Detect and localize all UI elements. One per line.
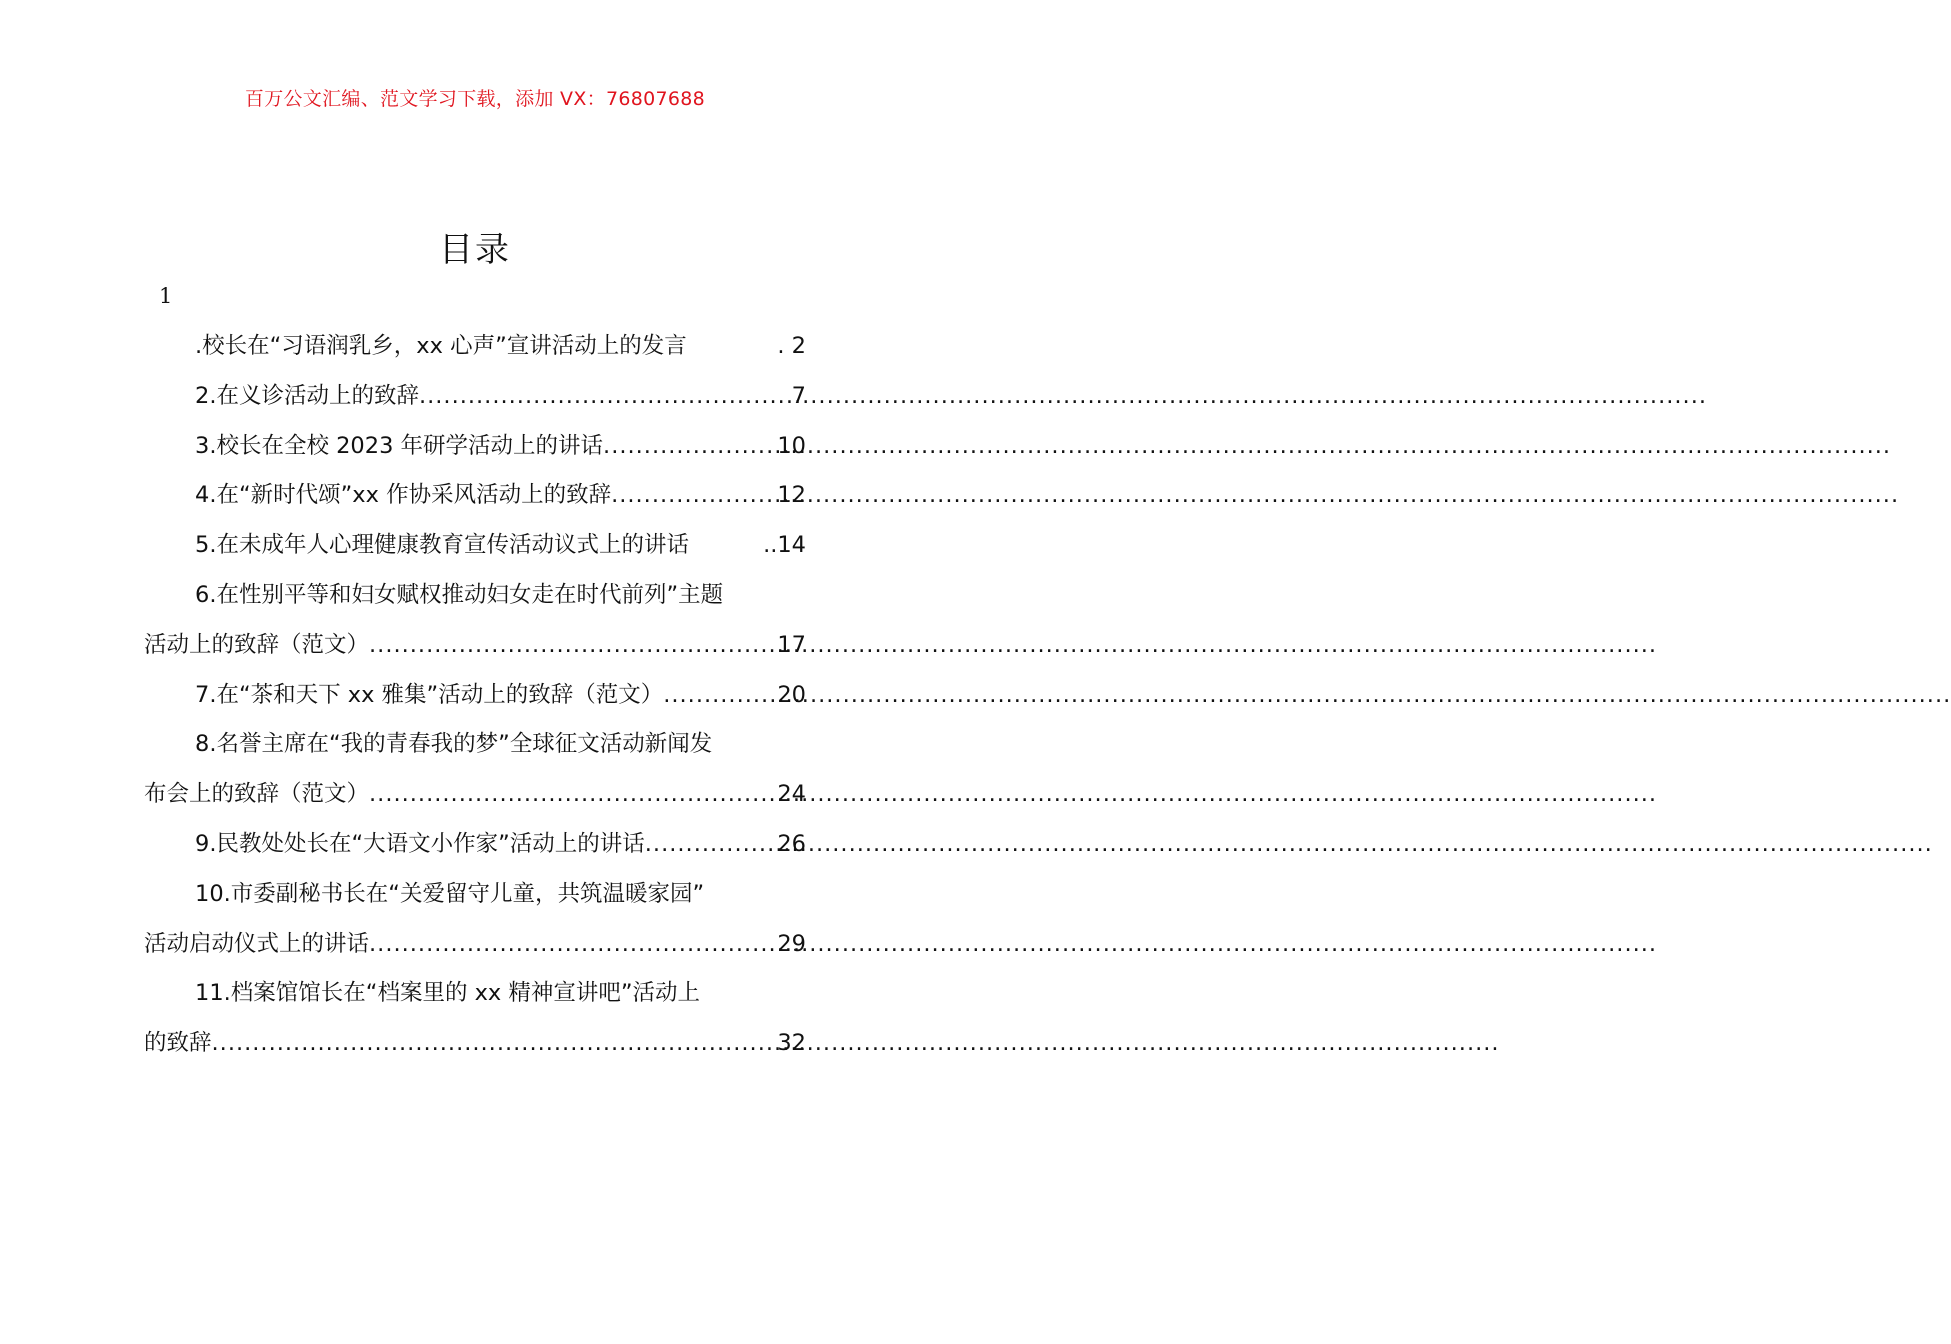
dot-leader [663,671,775,721]
dot-leader [611,471,775,521]
toc-entry-page: 29 [777,930,806,957]
toc-entry-page: 26 [777,830,806,857]
toc-entry-page: 32 [777,1030,806,1057]
toc-entry-text: .校长在“习语润乳乡，xx 心声”宣讲活动上的发言 [195,333,687,359]
toc-entry-7[interactable] [144,671,806,721]
dot-leader [369,770,775,820]
toc-entry-11-line-1[interactable] [144,969,806,1019]
dot-leader [645,820,776,870]
toc-entry-11-line-2[interactable] [144,1019,806,1069]
toc-entry-text: 4.在“新时代颂”xx 作协采风活动上的致辞 [195,482,612,509]
page-title: 目录 [439,230,511,270]
toc-entry-page: 10 [777,432,806,459]
toc-entry-9[interactable] [144,820,806,870]
dot-leader [212,1019,776,1069]
header-note: 百万公文汇编、范文学习下载，添加 VX：76807688 [244,88,706,110]
toc-entry-page: ..14 [763,532,806,559]
toc-entry-text: 11.档案馆馆长在“档案里的 xx 精神宣讲吧”活动上 [195,980,701,1007]
toc-entry-8-line-1[interactable] [144,720,806,770]
toc-entry-3[interactable] [144,422,806,472]
toc-entry-page: . 2 [777,333,806,359]
toc-entry-page: 20 [777,681,806,708]
toc-entry-text: 8.名誉主席在“我的青春我的梦”全球征文活动新闻发 [195,731,713,758]
toc-entry-10-line-1[interactable] [144,870,806,920]
toc-entry-8-line-2[interactable] [144,770,806,820]
toc-entry-5[interactable] [144,521,806,571]
toc-entry-text: 3.校长在全校 2023 年研学活动上的讲话 [195,432,604,459]
toc-entry-page: 7 [791,382,806,409]
dot-leader [369,920,775,970]
toc-entry-text: 9.民教处处长在“大语文小作家”活动上的讲话 [195,830,645,857]
toc-entry-6-line-1[interactable] [144,571,806,621]
toc-entry-text: 10.市委副秘书长在“关爱留守儿童，共筑温暖家园” [195,880,705,907]
toc-entry-text: 2.在义诊活动上的致辞 [195,382,419,409]
toc-entry-page: 24 [777,781,806,808]
toc-entry-6-line-2[interactable] [144,621,806,671]
toc-entry-1[interactable] [144,322,806,372]
toc-entry-text: 的致辞 [144,1030,212,1057]
dot-leader [603,422,775,472]
toc-entry-text: 6.在性别平等和妇女赋权推动妇女走在时代前列”主题 [195,581,724,608]
toc-entry-4[interactable] [144,471,806,521]
toc-entry-10-line-2[interactable] [144,920,806,970]
toc-entry-text: 活动上的致辞（范文） [144,631,370,658]
toc-entry-text: 活动启动仪式上的讲话 [144,930,370,957]
stray-number: 1 [159,284,173,308]
toc-entry-text: 5.在未成年人心理健康教育宣传活动议式上的讲话 [195,532,689,559]
toc-entry-text: 布会上的致辞（范文） [144,781,370,808]
toc-entry-text: 7.在“茶和天下 xx 雅集”活动上的致辞（范文） [195,681,664,708]
dot-leader [419,372,790,422]
toc-entry-page: 12 [777,482,806,509]
toc-list [144,322,806,1069]
dot-leader [369,621,775,671]
toc-entry-2[interactable] [144,372,806,422]
toc-entry-page: 17 [777,631,806,658]
